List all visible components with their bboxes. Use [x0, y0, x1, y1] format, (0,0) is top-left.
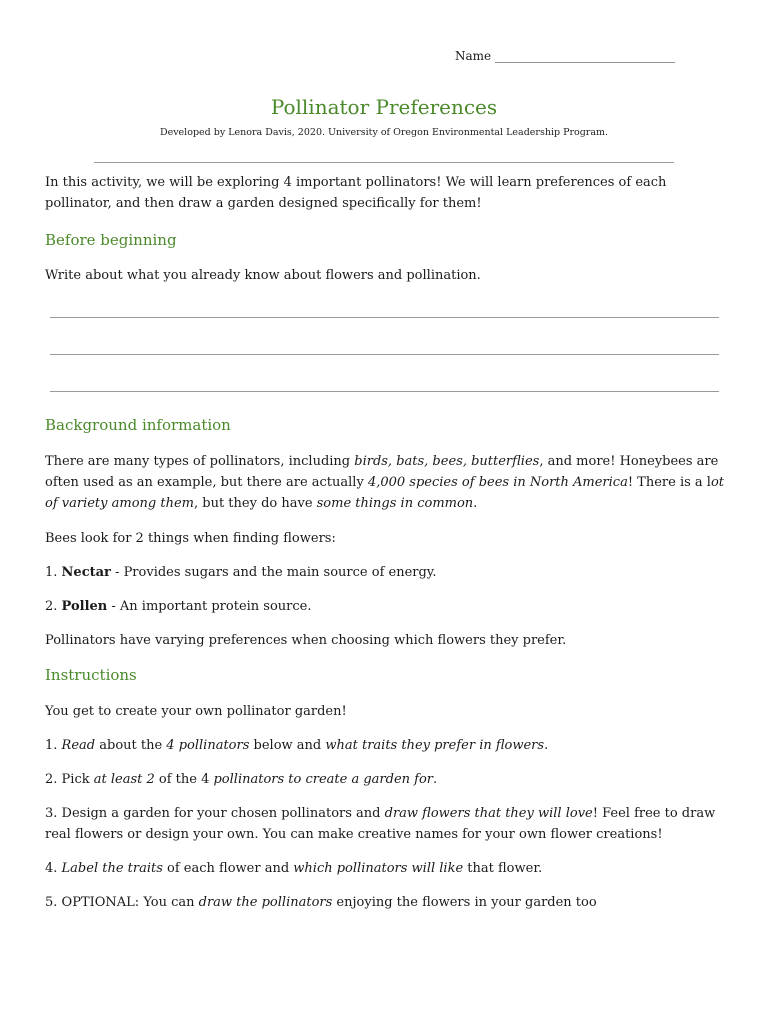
writing-line-2[interactable] [50, 354, 719, 355]
before-beginning-prompt: Write about what you already know about flowers and pollination. [45, 268, 481, 283]
before-beginning-heading: Before beginning [45, 231, 177, 249]
writing-line-3[interactable] [50, 391, 719, 392]
instructions-intro: You get to create your own pollinator garden! [45, 704, 347, 719]
author-credit: Developed by Lenora Davis, 2020. University of Oregon Environmental Leadership Program. [159, 127, 609, 138]
background-heading: Background information [45, 416, 231, 434]
list-item-nectar: 1. Nectar - Provides sugars and the main source of energy. [45, 565, 437, 580]
name-field-label: Name ______________________________ [455, 49, 675, 63]
instructions-heading: Instructions [45, 666, 137, 684]
instruction-step-4: 4. Label the traits of each flower and which pollinators will like that flower. [45, 861, 543, 876]
intro-paragraph: In this activity, we will be exploring 4 important pollinators! We will learn preferences of each pollinator, and then draw a garden designed specifically for them! [45, 175, 667, 211]
bees-intro: Bees look for 2 things when finding flowers: [45, 531, 336, 546]
instruction-step-5: 5. OPTIONAL: You can draw the pollinators enjoying the flowers in your garden too [45, 895, 597, 910]
instruction-step-2: 2. Pick at least 2 of the 4 pollinators to create a garden for. [45, 772, 438, 787]
page-title: Pollinator Preferences [270, 95, 498, 119]
background-closing: Pollinators have varying preferences when choosing which flowers they prefer. [45, 633, 567, 648]
header-divider [94, 162, 674, 163]
list-item-pollen: 2. Pollen - An important protein source. [45, 599, 312, 614]
writing-line-1[interactable] [50, 317, 719, 318]
instruction-step-3: 3. Design a garden for your chosen pollinators and draw flowers that they will love! Feel free to draw real flowers or design your own. You can make creative names for your own flower creations! [45, 806, 716, 842]
instruction-step-1: 1. Read about the 4 pollinators below and what traits they prefer in flowers. [45, 738, 549, 753]
background-paragraph: There are many types of pollinators, including birds, bats, bees, butterflies, and more! Honeybees are often used as an example, but there are actually 4,000 species of bees in North America! There is a lot of variety among them, but they do have some things in common. [45, 454, 725, 511]
